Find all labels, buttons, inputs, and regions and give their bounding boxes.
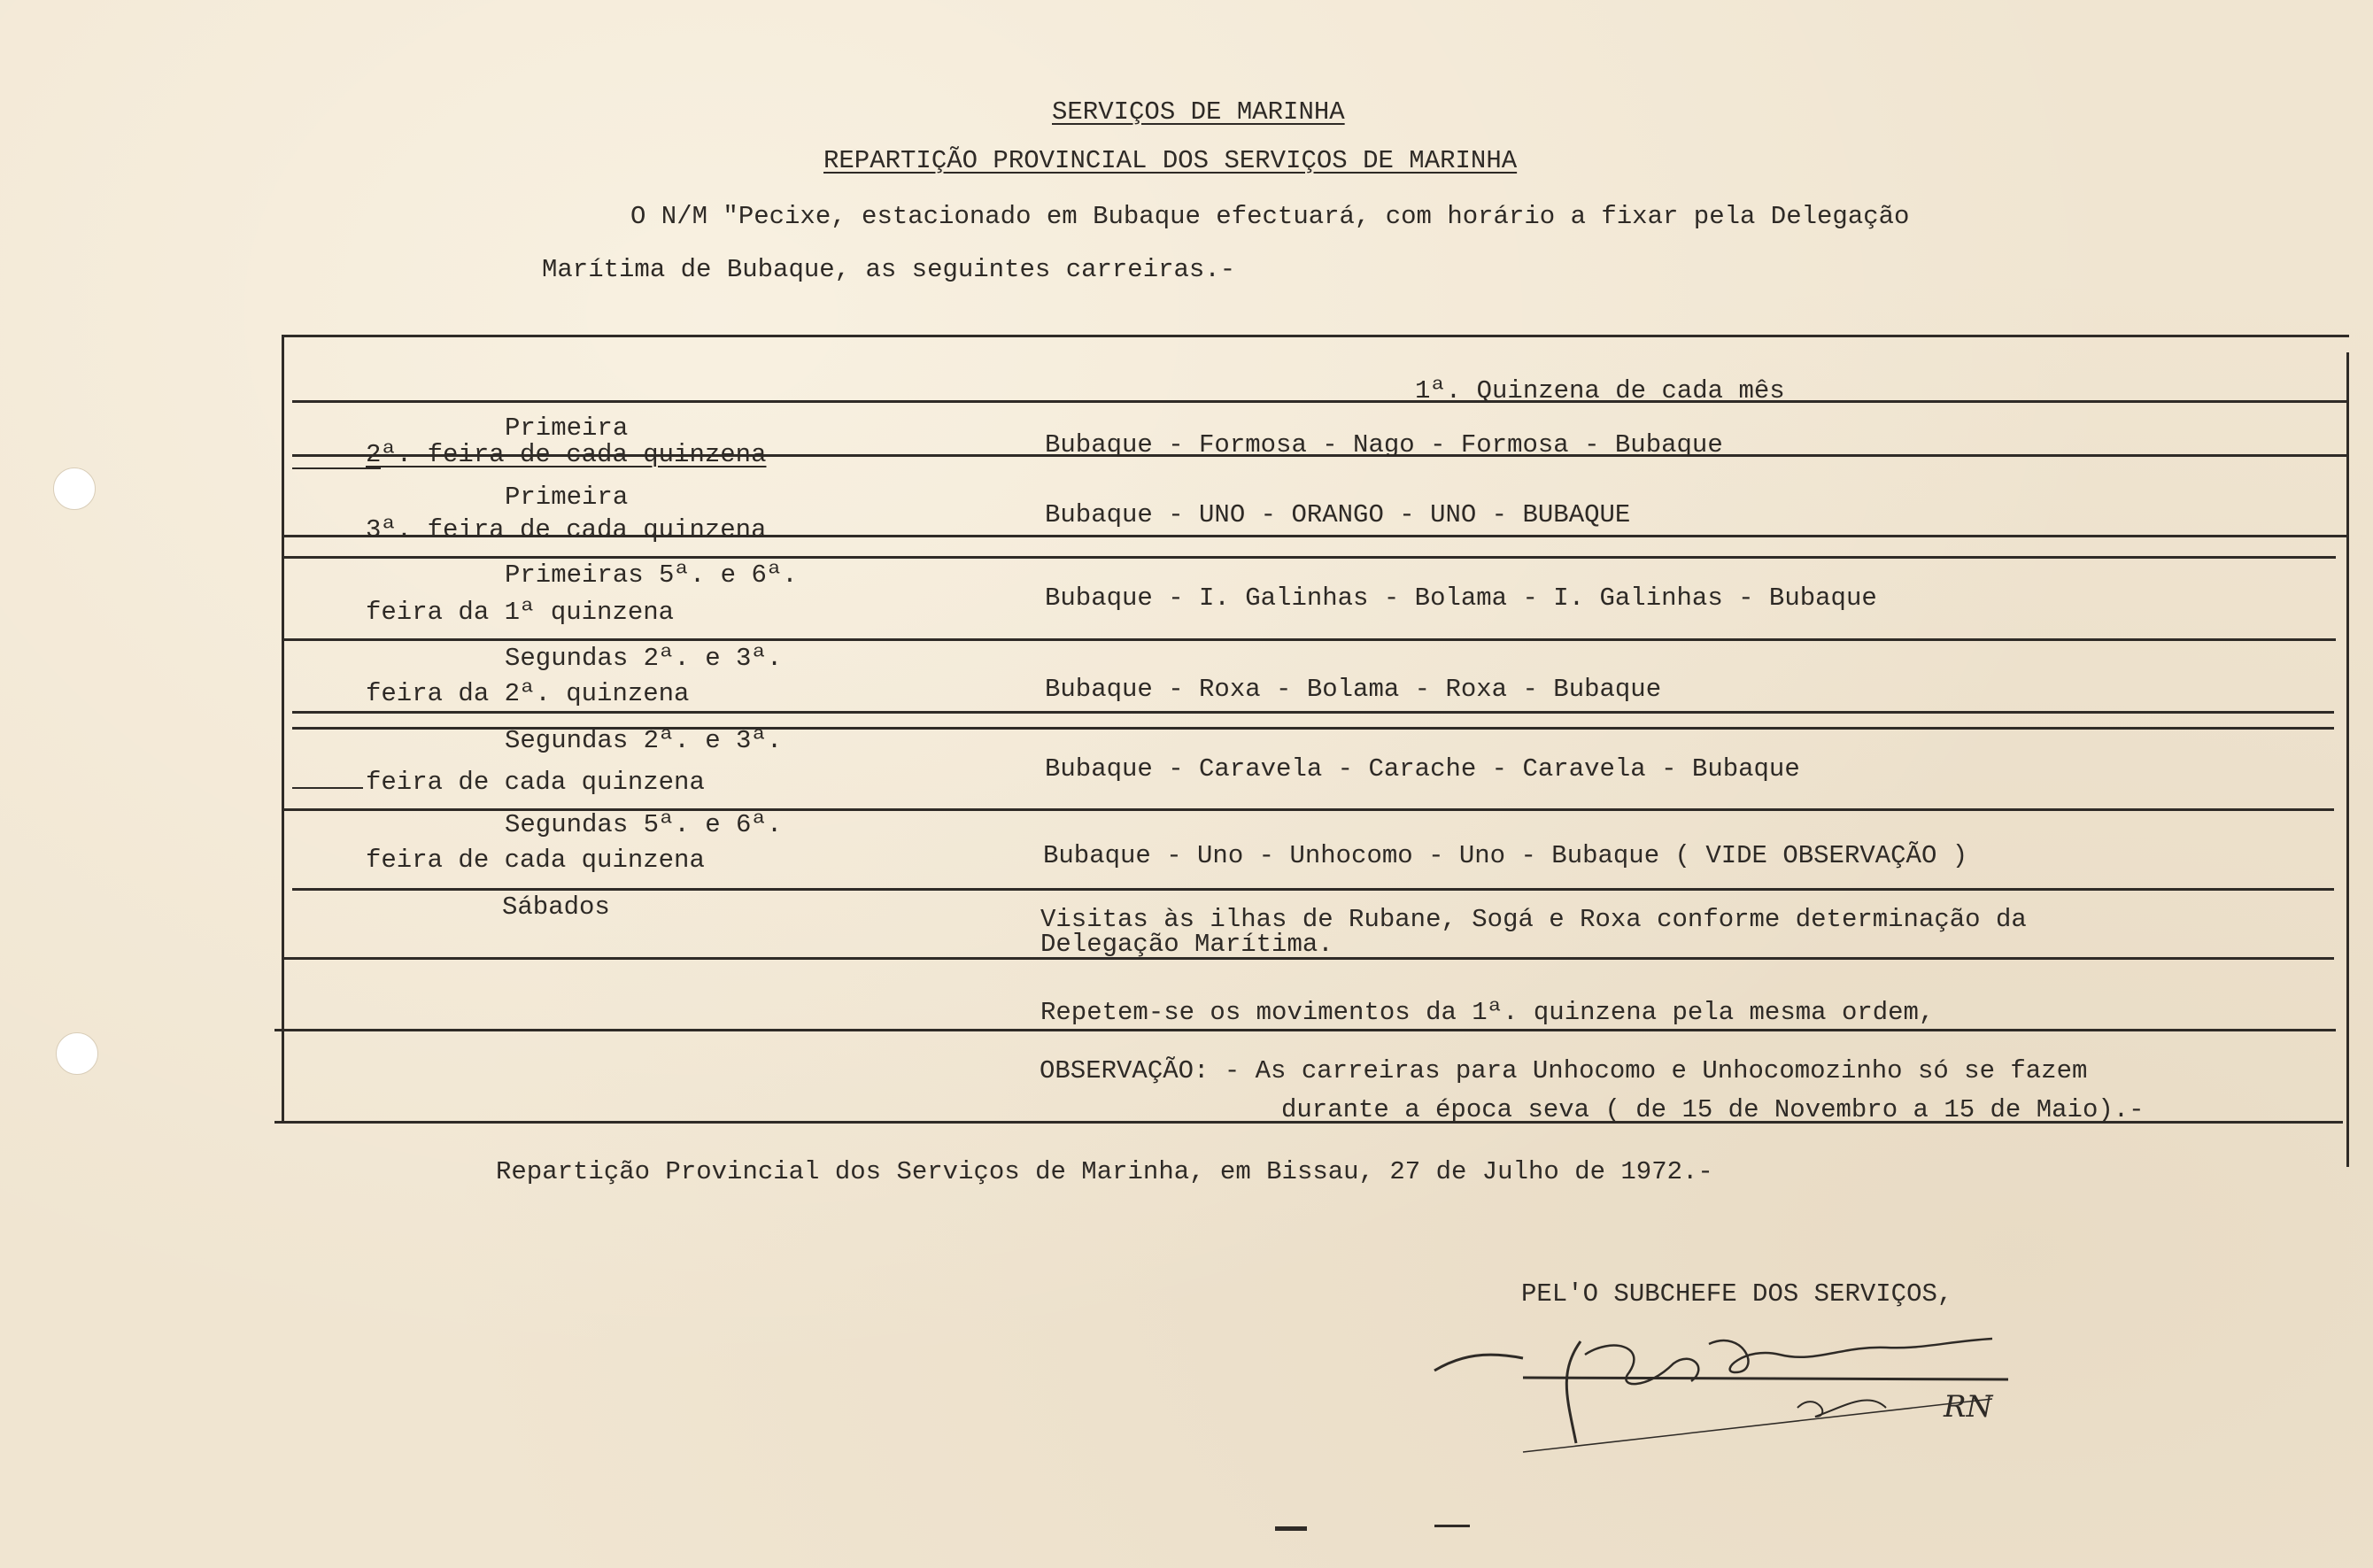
signature-stroke [1523,1399,1992,1452]
row-day-line1: Primeiras 5ª. e 6ª. [505,560,798,590]
intro-text-line2: Marítima de Bubaque, as seguintes carreiras.- [542,255,1236,284]
table-rule [292,400,2348,403]
table-border-right [2346,352,2349,1167]
row-route: Bubaque - I. Galinhas - Bolama - I. Galinhas - Bubaque [1045,583,1877,613]
table-rule [292,711,2334,714]
row-route: Bubaque - Uno - Unhocomo - Uno - Bubaque ( VIDE OBSERVAÇÃO ) [1043,841,1968,870]
signature-line [1523,1378,2008,1379]
signatory-title: PEL'O SUBCHEFE DOS SERVIÇOS, [1521,1279,1953,1309]
punch-hole [56,1032,98,1075]
table-rule [292,888,2334,891]
table-heading: 1ª. Quinzena de cada mês [1415,376,1785,406]
row-route: Bubaque - Caravela - Carache - Caravela - Bubaque [1045,754,1800,784]
intro-text-line1: O N/M "Pecixe, estacionado em Bubaque efectuará, com horário a fixar pela Delegação [630,202,1910,231]
table-border-left [282,335,284,1123]
table-rule [282,335,2349,337]
row-day-line1: Segundas 2ª. e 3ª. [505,644,783,673]
row-day-line2: feira da 2ª. quinzena [366,679,690,708]
row-route: Bubaque - Roxa - Bolama - Roxa - Bubaque [1045,675,1662,704]
saturday-label: Sábados [502,892,610,922]
signature-initials: RN [1944,1389,1993,1425]
punch-hole [53,467,96,510]
row-day-line2: feira da 1ª quinzena [366,598,675,627]
document-title: SERVIÇOS DE MARINHA [1052,97,1345,127]
saturday-text-line1: Visitas às ilhas de Rubane, Sogá e Roxa conforme determinação da [1040,905,2027,934]
table-rule [292,787,363,789]
signature-stroke [1434,1355,1523,1371]
row-day-line1: Segundas 2ª. e 3ª. [505,726,783,755]
observation-line2: durante a época seva ( de 15 de Novembro a 15 de Maio).- [1281,1095,2145,1124]
paper-mark [1434,1525,1470,1527]
table-rule [274,1029,2336,1031]
table-rule [282,638,2336,641]
table-rule [282,556,2336,559]
row-day-line2: 3ª. feira de cada quinzena [366,515,767,545]
row-day-line2: feira de cada quinzena [366,768,705,797]
row-day-line1: Segundas 5ª. e 6ª. [505,810,783,839]
row-day-line1: Primeira [505,483,629,512]
repeat-text: Repetem-se os movimentos da 1ª. quinzena pela mesma ordem, [1040,998,1935,1027]
signature-stroke [1797,1400,1886,1417]
row-day-line1: Primeira [505,413,629,443]
saturday-text-line2: Delegação Marítima. [1040,930,1333,959]
signature-stroke [1709,1339,1992,1372]
row-route: Bubaque - UNO - ORANGO - UNO - BUBAQUE [1045,500,1631,529]
row-route: Bubaque - Formosa - Nago - Formosa - Bubaque [1045,430,1723,460]
row-day-line2: 2ª. feira de cada quinzena [366,440,767,469]
observation-line1: OBSERVAÇÃO: - As carreiras para Unhocomo e Unhocomozinho só se fazem [1040,1056,2088,1085]
signature [1426,1319,2063,1461]
signature-stroke [1566,1341,1581,1443]
paper-mark [1275,1526,1307,1531]
place-date: Repartição Provincial dos Serviços de Marinha, em Bissau, 27 de Julho de 1972.- [496,1157,1713,1186]
document-subtitle: REPARTIÇÃO PROVINCIAL DOS SERVIÇOS DE MARINHA [823,146,1518,175]
row-day-line2: feira de cada quinzena [366,846,705,875]
